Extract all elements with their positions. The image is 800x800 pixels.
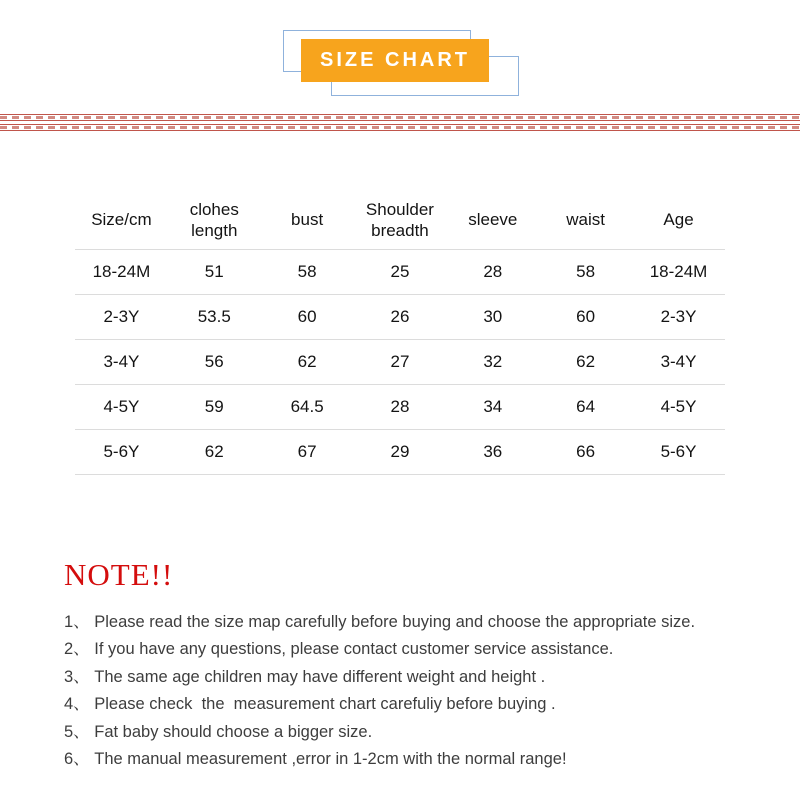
column-header-size: Size/cm [75,191,168,249]
table-cell: 67 [261,429,354,474]
table-cell: 34 [446,384,539,429]
title-banner [0,0,800,100]
table-cell: 18-24M [632,249,725,294]
table-cell: 59 [168,384,261,429]
table-cell: 62 [539,339,632,384]
table-cell: 25 [354,249,447,294]
table-cell: 56 [168,339,261,384]
column-header-age: Age [632,191,725,249]
table-cell: 30 [446,294,539,339]
note-item: 3、 The same age children may have different weight and height . [64,667,546,686]
table-cell: 53.5 [168,294,261,339]
note-item: 5、 Fat baby should choose a bigger size. [64,722,373,741]
table-row [75,339,725,384]
size-table [75,191,725,475]
table-cell: 62 [261,339,354,384]
table-cell: 3-4Y [75,339,168,384]
column-header-shoulder-breadth: Shoulder breadth [354,191,447,249]
note-list [64,609,754,774]
table-cell: 51 [168,249,261,294]
table-header-row [75,191,725,249]
table-cell: 32 [446,339,539,384]
table-cell: 2-3Y [632,294,725,339]
note-section [64,557,754,774]
table-cell: 26 [354,294,447,339]
column-header-bust: bust [261,191,354,249]
note-heading: NOTE!! [64,556,174,592]
note-item: 2、 If you have any questions, please contact customer service assistance. [64,640,614,658]
column-header-sleeve: sleeve [446,191,539,249]
page-title: SIZE CHART [320,49,470,71]
decorative-divider [0,114,800,131]
table-cell: 60 [261,294,354,339]
divider-line [0,114,800,121]
table-cell: 18-24M [75,249,168,294]
table-cell: 3-4Y [632,339,725,384]
column-header-clothes-length: clohes length [168,191,261,249]
table-cell: 36 [446,429,539,474]
table-cell: 66 [539,429,632,474]
divider-line [0,124,800,131]
table-cell: 64.5 [261,384,354,429]
table-cell: 64 [539,384,632,429]
table-cell: 28 [446,249,539,294]
table-cell: 58 [261,249,354,294]
table-row [75,249,725,294]
table-cell: 4-5Y [632,384,725,429]
table-row [75,384,725,429]
table-cell: 27 [354,339,447,384]
table-cell: 29 [354,429,447,474]
table-cell: 60 [539,294,632,339]
table-cell: 28 [354,384,447,429]
column-header-waist: waist [539,191,632,249]
table-row [75,429,725,474]
note-item: 4、 Please check the measurement chart carefuliy before buying . [64,695,556,713]
note-item: 1、 Please read the size map carefully before buying and choose the appropriate size. [64,612,696,631]
table-cell: 2-3Y [75,294,168,339]
table-cell: 5-6Y [632,429,725,474]
size-chart-banner [301,39,489,82]
table-cell: 5-6Y [75,429,168,474]
table-row [75,294,725,339]
table-cell: 4-5Y [75,384,168,429]
table-cell: 58 [539,249,632,294]
note-item: 6、 The manual measurement ,error in 1-2cm with the normal range! [64,750,567,768]
table-cell: 62 [168,429,261,474]
